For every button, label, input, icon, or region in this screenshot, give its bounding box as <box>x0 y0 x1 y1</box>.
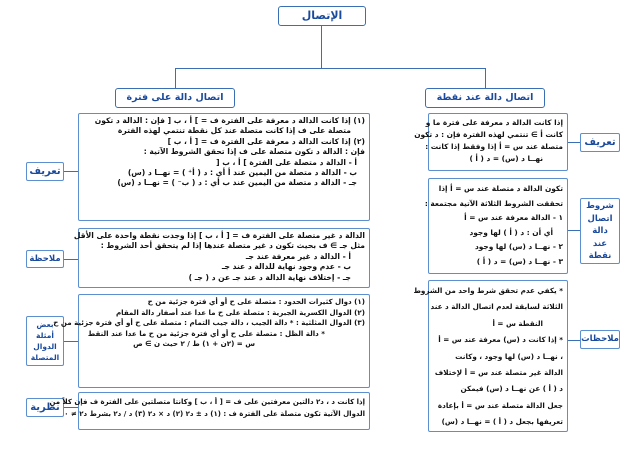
text-line: فإن : الدالة د تكون متصلة على ف إذا تحقق الشروط الآتية : <box>143 147 365 157</box>
connector-line <box>485 68 486 88</box>
connector-line <box>64 259 78 260</box>
interval-definition-label <box>26 162 64 181</box>
theorem-box <box>49 392 370 430</box>
text-line: الثلاثة لسابقة لعدم اتصال الدالة د عند <box>430 302 563 312</box>
point-definition-box <box>414 113 568 171</box>
connector-line <box>568 230 580 231</box>
text-line: أ - الدالة د متصلة على الفترة ] أ ، ب [ <box>216 157 357 167</box>
text-line: تحققت الشروط الثلاثة الآتية مجتمعة : <box>424 198 563 208</box>
point-definition-label <box>580 133 620 152</box>
label-text: شروط <box>586 201 614 211</box>
text-line: أ - الدالة د غير معرفة عند جـ <box>245 251 351 261</box>
text-line: س = (٢ن + ١) ط / ٢ حيث ن ∋ ص <box>133 339 255 349</box>
text-line: النقطة س = أ <box>492 318 543 328</box>
point-conditions-box <box>424 178 568 274</box>
text-line: الدالة غير متصلة عند س = أ لإختلاف <box>434 368 563 378</box>
connector-line <box>175 68 176 88</box>
label-text: نظرية <box>30 402 60 413</box>
connector-line <box>321 26 322 68</box>
text-line: أي أن : د ( أ ) لها وجود <box>469 227 553 237</box>
text-line: ١ - الدالة معرفة عند س = أ <box>464 213 563 222</box>
point-conditions-label <box>580 198 620 264</box>
text-line: مثل جـ ∋ ف بحيث تكون د غير متصلة عندها إذا لم يتحقق أحد الشروط : <box>100 241 365 251</box>
text-line: نهــا د (س) = د ( أ ) <box>469 154 543 163</box>
text-line: (١) إذا كانت الدالة د معرفة على الفترة ف = ] أ ، ب [ فإن : الدالة د تكون <box>94 116 365 125</box>
text-line: متصلة عند س = أ إذا وفقط إذا كانت : <box>425 142 563 151</box>
label-text: تعريف <box>584 137 616 148</box>
text-line: ، نهــا د (س) لها وجود ، وكانت <box>455 351 563 361</box>
text-line: (٣) الدوال المثلثية : * دالة الجيب ، دالة جيب التمام : متصلة على ح أو أي فترة جزئية من ح <box>53 318 365 328</box>
connector-line <box>568 340 580 341</box>
text-line: * يكفي عدم تحقق شرط واحد من الشروط <box>413 286 563 295</box>
page-title: الإتصال <box>278 6 366 26</box>
connector-line <box>64 341 78 342</box>
label-text: المتصلة <box>30 353 60 362</box>
text-line: جـ - إختلاف نهاية الدالة د عند جـ عن د ( جـ ) <box>188 272 351 282</box>
text-line: الدالة د غير متصلة على الفترة ف = [ أ ، ب ] إذا وجدت نقطة واحدة على الأقل <box>73 231 365 240</box>
point-branch-title: اتصال دالة عند نقطة <box>425 88 545 108</box>
text-line: * دالة الظل : متصلة على ح أو أي فترة جزئية من ح ما عدا عند النقط <box>87 328 325 338</box>
label-text: ملاحظات <box>581 334 619 344</box>
text-line: (٢) الدوال الكسرية الجبرية : متصلة على ح ما عدا عند أصفار دالة المقام <box>115 307 365 317</box>
label-text: اتصال <box>587 213 613 224</box>
text-line: د ( أ ) عن نهــا د (س) فيمكن <box>460 384 563 394</box>
text-line: ٢ - نهــا د (س) لها وجود <box>474 242 563 251</box>
text-line: كانت أ ∋ تنتمي لهذه الفترة فإن : د تكون <box>414 130 563 139</box>
text-line: إذا كانت د ، د٢ دالتين معرفتين على ف = [ أ ، ب ] وكانتا متصلتين على الفترة ف فإن كلاً من <box>49 398 365 406</box>
label-text: نقطة <box>588 251 612 261</box>
interval-branch-title: اتصال دالة على فترة <box>115 88 235 108</box>
text-line: تعريفها بجعل د ( أ ) = نهــا د (س) <box>441 417 563 427</box>
text-line: ب - عدم وجود نهاية للدالة د عند جـ <box>221 262 351 272</box>
text-line: الدوال الآتية تكون متصلة على الفترة ف : (١) د ± د٢ (٢) د × د٢ (٣) د / د٢ بشرط د٢ ≠ ٠ <box>64 409 365 418</box>
label-text: تعريف <box>29 166 61 177</box>
label-text: أمثلة <box>36 331 54 340</box>
label-text: دالة <box>592 226 608 236</box>
interval-definition-box <box>78 113 370 221</box>
label-text: الدوال <box>33 342 57 351</box>
label-text: ملاحظة <box>29 254 61 264</box>
text-line: جـ - الدالة د متصلة من اليمين عند ب أي : د ( ب⁻ ) = نهــا د (س) <box>117 178 357 188</box>
text-line: (٢) إذا كانت الدالة د معرفة على الفترة ف = [ أ ، ب ] <box>167 136 365 146</box>
label-text: بعض <box>36 320 54 329</box>
label-text: عند <box>592 238 608 249</box>
text-line: * إذا كانت د (س) معرفة عند س = أ <box>438 335 563 345</box>
connector-line <box>64 171 78 172</box>
text-line: ٣ - نهــا د (س) = د ( أ ) <box>476 256 563 266</box>
interval-note-label <box>26 250 64 268</box>
point-notes-box <box>413 280 568 432</box>
point-notes-label <box>580 330 620 349</box>
text-line: (١) دوال كثيرات الحدود : متصلة على ح أو أي فترة جزئية من ح <box>147 297 365 306</box>
text-line: إذا كانت الدالة د معرفة على فترة ما و <box>425 118 563 127</box>
text-line: متصلة على ف إذا كانت متصلة عند كل نقطة تنتمي لهذه الفترة <box>117 126 351 136</box>
continuous-examples-box <box>53 294 370 388</box>
text-line: تكون الدالة د متصلة عند س = أ إذا <box>438 184 563 193</box>
connector-line <box>568 142 580 143</box>
text-line: جعل الدالة متصلة عند س = أ بإعادة <box>437 400 563 410</box>
interval-note-box <box>73 228 370 288</box>
connector-line <box>175 68 485 69</box>
text-line: ب - الدالة د متصلة من اليمين عند أ أي : د ( أ⁺ ) = نهــا د (س) <box>127 168 357 178</box>
